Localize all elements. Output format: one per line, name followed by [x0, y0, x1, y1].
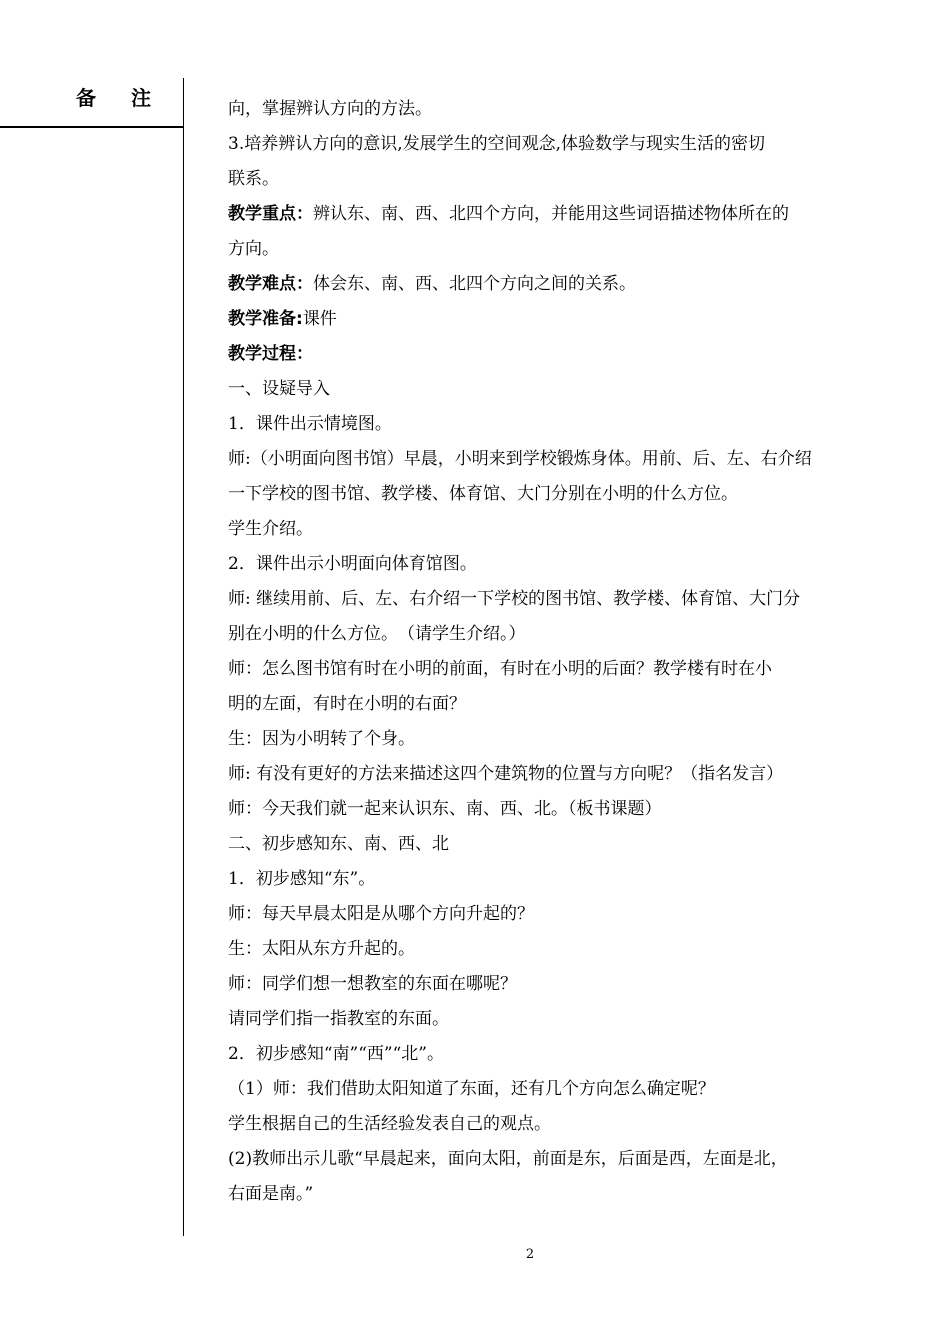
text-line: [228, 92, 840, 127]
text-line: [228, 512, 840, 547]
line-text: 二、初步感知东、南、西、北: [228, 834, 449, 854]
line-text: 联系。: [228, 169, 279, 189]
text-line: [228, 302, 840, 337]
line-text: 师: 有没有更好的方法来描述这四个建筑物的位置与方向呢？（指名发言）: [228, 764, 784, 784]
line-text: 课件: [302, 309, 337, 329]
text-line: [228, 757, 840, 792]
text-line: [228, 897, 840, 932]
text-line: [228, 127, 840, 162]
page-number: 2: [525, 1247, 535, 1262]
text-line: [228, 547, 840, 582]
line-text: （1）师：我们借助太阳知道了东面，还有几个方向怎么确定呢？: [228, 1079, 715, 1099]
text-line: [228, 442, 840, 477]
text-line: [228, 617, 840, 652]
text-line: [228, 1037, 840, 1072]
line-text: 学生介绍。: [228, 519, 313, 539]
line-text: 向，掌握辨认方向的方法。: [228, 99, 432, 119]
line-text: 别在小明的什么方位。 （请学生介绍。）: [228, 624, 526, 644]
text-line: [228, 687, 840, 722]
text-line: [228, 652, 840, 687]
text-line: [228, 792, 840, 827]
text-line: [228, 1072, 840, 1107]
text-line: [228, 232, 840, 267]
line-text: 2．课件出示小明面向体育馆图。: [228, 554, 477, 574]
line-text: 辨认东、南、西、北四个方向，并能用这些词语描述物体所在的: [313, 204, 789, 224]
line-text: (2)教师出示儿歌“早晨起来，面向太阳，前面是东，后面是西，左面是北，: [228, 1149, 788, 1169]
text-line: [228, 967, 840, 1002]
sidebar-title: 备 注: [76, 86, 165, 110]
text-line: [228, 407, 840, 442]
text-line: [228, 197, 840, 232]
text-line: [228, 1107, 840, 1142]
text-line: [228, 862, 840, 897]
text-line: [228, 722, 840, 757]
line-text: 师：今天我们就一起来认识东、南、西、北。（板书课题）: [228, 799, 662, 819]
line-text: 3.培养辨认方向的意识,发展学生的空间观念,体验数学与现实生活的密切: [228, 134, 766, 154]
text-line: [228, 477, 840, 512]
text-line: [228, 1142, 840, 1177]
line-text: 1．初步感知“东”。: [228, 869, 376, 889]
line-text: 师: 继续用前、后、左、右介绍一下学校的图书馆、教学楼、体育馆、大门分: [228, 589, 801, 609]
line-text: 一、设疑导入: [228, 379, 330, 399]
text-line: [228, 162, 840, 197]
column-divider: [183, 78, 184, 1236]
line-text: 1．课件出示情境图。: [228, 414, 392, 434]
lesson-plan-body: [228, 92, 840, 1212]
line-text: 学生根据自己的生活经验发表自己的观点。: [228, 1114, 551, 1134]
section-label: 教学过程：: [228, 344, 313, 364]
line-text: 生：太阳从东方升起的。: [228, 939, 415, 959]
line-text: 右面是南。”: [228, 1184, 314, 1204]
text-line: [228, 827, 840, 862]
line-text: 一下学校的图书馆、教学楼、体育馆、大门分别在小明的什么方位。: [228, 484, 738, 504]
text-line: [228, 1177, 840, 1212]
line-text: 请同学们指一指教室的东面。: [228, 1009, 449, 1029]
section-label: 教学准备:: [228, 309, 303, 329]
section-label: 教学难点：: [228, 274, 313, 294]
text-line: [228, 337, 840, 372]
line-text: 师：怎么图书馆有时在小明的前面，有时在小明的后面？教学楼有时在小: [228, 659, 772, 679]
text-line: [228, 932, 840, 967]
text-line: [228, 1002, 840, 1037]
line-text: 2．初步感知“南”“西”“北”。: [228, 1044, 444, 1064]
line-text: 体会东、南、西、北四个方向之间的关系。: [313, 274, 636, 294]
section-label: 教学重点：: [228, 204, 313, 224]
text-line: [228, 267, 840, 302]
text-line: [228, 582, 840, 617]
line-text: 明的左面，有时在小明的右面？: [228, 694, 466, 714]
line-text: 生：因为小明转了个身。: [228, 729, 415, 749]
line-text: 师：每天早晨太阳是从哪个方向升起的？: [228, 904, 534, 924]
line-text: 师：同学们想一想教室的东面在哪呢？: [228, 974, 517, 994]
line-text: 师:（小明面向图书馆）早晨，小明来到学校锻炼身体。用前、后、左、右介绍: [228, 449, 812, 469]
line-text: 方向。: [228, 239, 279, 259]
text-line: [228, 372, 840, 407]
